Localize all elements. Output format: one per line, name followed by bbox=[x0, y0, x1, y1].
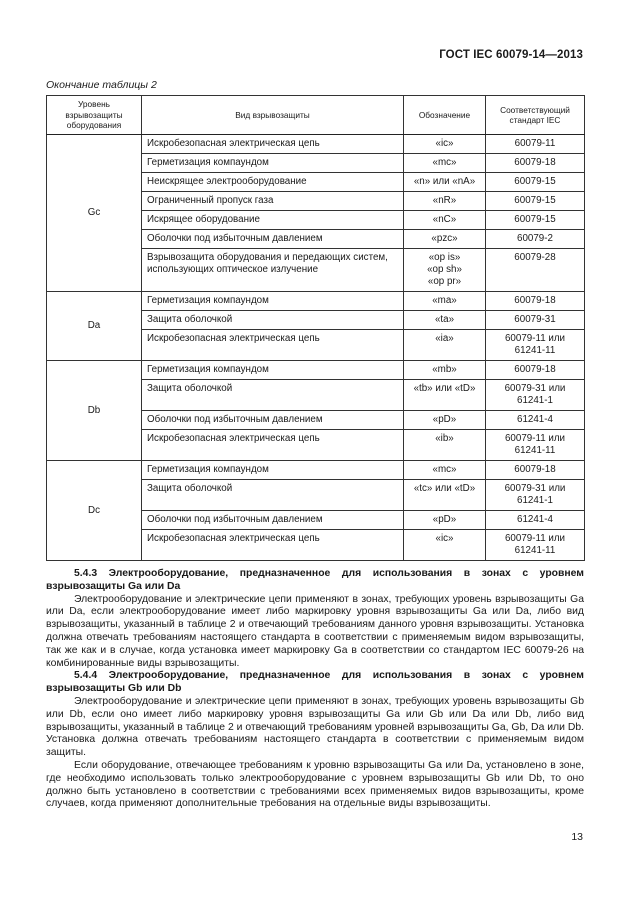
cell-standard: 60079-11 bbox=[486, 135, 585, 154]
cell-protection: Защита оболочкой bbox=[142, 480, 404, 511]
table-row bbox=[47, 461, 585, 480]
protection-table bbox=[46, 95, 585, 561]
cell-mark: «ic» bbox=[404, 530, 486, 561]
cell-protection: Ограниченный пропуск газа bbox=[142, 192, 404, 211]
cell-mark: «pD» bbox=[404, 411, 486, 430]
section-heading-5-4-3: 5.4.3 Электрооборудование, предназначенное для использования в зонах с уровнем взрывозащиты Ga или Da bbox=[46, 568, 584, 592]
cell-protection: Искробезопасная электрическая цепь bbox=[142, 430, 404, 461]
cell-mark: «ia» bbox=[404, 330, 486, 361]
cell-mark: «mc» bbox=[404, 154, 486, 173]
cell-level: Da bbox=[47, 292, 142, 361]
cell-mark: «nR» bbox=[404, 192, 486, 211]
cell-standard: 60079-18 bbox=[486, 361, 585, 380]
table-row bbox=[47, 361, 585, 380]
cell-mark: «tc» или «tD» bbox=[404, 480, 486, 511]
table-caption: Окончание таблицы 2 bbox=[46, 79, 157, 91]
cell-standard: 60079-11 или 61241-11 bbox=[486, 330, 585, 361]
col-header-level: Уровень взрывозащиты оборудования bbox=[47, 96, 142, 135]
cell-mark: «tb» или «tD» bbox=[404, 380, 486, 411]
paragraph-5-4-4-b: Если оборудование, отвечающее требованиям к уровню взрывозащиты Ga или Da, установлено в зоне, где необходимо использовать только электрооборудование с уровнем взрывозащиты Gb или Db, то оно должно быть установлено в соответствии с требованиями всех применяемых видов взрывозащиты, кроме случаев, когда применяют дополнительные требования на отдельные виды взрывозащиты. bbox=[46, 759, 584, 810]
cell-mark: «op is» «op sh» «op pr» bbox=[404, 249, 486, 292]
cell-standard: 60079-18 bbox=[486, 292, 585, 311]
cell-standard: 60079-15 bbox=[486, 192, 585, 211]
page-header-standard: ГОСТ IEC 60079-14—2013 bbox=[439, 49, 583, 61]
body-text bbox=[46, 568, 584, 811]
cell-protection: Герметизация компаундом bbox=[142, 361, 404, 380]
col-header-protection: Вид взрывозащиты bbox=[142, 96, 404, 135]
cell-standard: 60079-15 bbox=[486, 173, 585, 192]
paragraph-5-4-4-a: Электрооборудование и электрические цепи применяют в зонах, требующих уровень взрывозащиты Gb или Db, если оно имеет либо маркировку уровня взрывозащиты Ga или Gb или Da или Db, либо вид взрывозащиты, указанный в таблице 2 и отвечающий требованиям уровней взрывозащиты Ga, Gb, Da или Db. Установка должна отвечать требованиям настоящего стандарта в соответствии с применяемым видом защиты. bbox=[46, 695, 584, 759]
cell-protection: Герметизация компаундом bbox=[142, 154, 404, 173]
cell-standard: 60079-15 bbox=[486, 211, 585, 230]
cell-standard: 60079-31 bbox=[486, 311, 585, 330]
cell-mark: «n» или «nA» bbox=[404, 173, 486, 192]
cell-mark: «pD» bbox=[404, 511, 486, 530]
cell-standard: 60079-28 bbox=[486, 249, 585, 292]
col-header-standard: Соответствующий стандарт IEC bbox=[486, 96, 585, 135]
table-row bbox=[47, 135, 585, 154]
cell-protection: Искробезопасная электрическая цепь bbox=[142, 330, 404, 361]
cell-mark: «mc» bbox=[404, 461, 486, 480]
cell-standard: 60079-18 bbox=[486, 461, 585, 480]
cell-standard: 61241-4 bbox=[486, 411, 585, 430]
cell-protection: Искробезопасная электрическая цепь bbox=[142, 135, 404, 154]
cell-mark: «ta» bbox=[404, 311, 486, 330]
cell-mark: «mb» bbox=[404, 361, 486, 380]
cell-mark: «pzc» bbox=[404, 230, 486, 249]
cell-protection: Взрывозащита оборудования и передающих систем, использующих оптическое излучение bbox=[142, 249, 404, 292]
cell-mark: «ib» bbox=[404, 430, 486, 461]
cell-protection: Защита оболочкой bbox=[142, 380, 404, 411]
cell-mark: «nC» bbox=[404, 211, 486, 230]
col-header-mark: Обозначение bbox=[404, 96, 486, 135]
cell-level: Db bbox=[47, 361, 142, 461]
cell-level: Dc bbox=[47, 461, 142, 561]
cell-standard: 60079-31 или 61241-1 bbox=[486, 480, 585, 511]
cell-mark: «ma» bbox=[404, 292, 486, 311]
cell-protection: Герметизация компаундом bbox=[142, 292, 404, 311]
cell-protection: Оболочки под избыточным давлением bbox=[142, 511, 404, 530]
cell-mark: «ic» bbox=[404, 135, 486, 154]
paragraph-5-4-3: Электрооборудование и электрические цепи применяют в зонах, требующих уровень взрывозащиты Ga или Da, если электрооборудование имеет либо маркировку уровня взрывозащиты Ga или Da, либо вид взрывозащиты, указанный в таблице 2 и отвечающий требованиям данного уровня взрывозащиты. Установка должна отвечать требованиям настоящего стандарта в соответствии с применяемым видом взрывозащиты, так же как и в случае, когда установка имеет маркировку Ga в соответствии со стандартом IEC 60079-26 на комбинированные виды взрывозащиты. bbox=[46, 593, 584, 669]
cell-standard: 60079-11 или 61241-11 bbox=[486, 430, 585, 461]
cell-protection: Оболочки под избыточным давлением bbox=[142, 230, 404, 249]
cell-standard: 60079-11 или 61241-11 bbox=[486, 530, 585, 561]
cell-standard: 61241-4 bbox=[486, 511, 585, 530]
cell-protection: Неискрящее электрооборудование bbox=[142, 173, 404, 192]
table-header-row bbox=[47, 96, 585, 135]
page-number: 13 bbox=[571, 831, 583, 843]
cell-protection: Оболочки под избыточным давлением bbox=[142, 411, 404, 430]
cell-level: Gc bbox=[47, 135, 142, 292]
table-row bbox=[47, 292, 585, 311]
cell-standard: 60079-18 bbox=[486, 154, 585, 173]
cell-protection: Искрящее оборудование bbox=[142, 211, 404, 230]
table-body bbox=[47, 135, 585, 561]
cell-protection: Герметизация компаундом bbox=[142, 461, 404, 480]
section-heading-5-4-4: 5.4.4 Электрооборудование, предназначенное для использования в зонах с уровнем взрывозащиты Gb или Db bbox=[46, 670, 584, 695]
cell-standard: 60079-2 bbox=[486, 230, 585, 249]
cell-protection: Искробезопасная электрическая цепь bbox=[142, 530, 404, 561]
cell-standard: 60079-31 или 61241-1 bbox=[486, 380, 585, 411]
cell-protection: Защита оболочкой bbox=[142, 311, 404, 330]
